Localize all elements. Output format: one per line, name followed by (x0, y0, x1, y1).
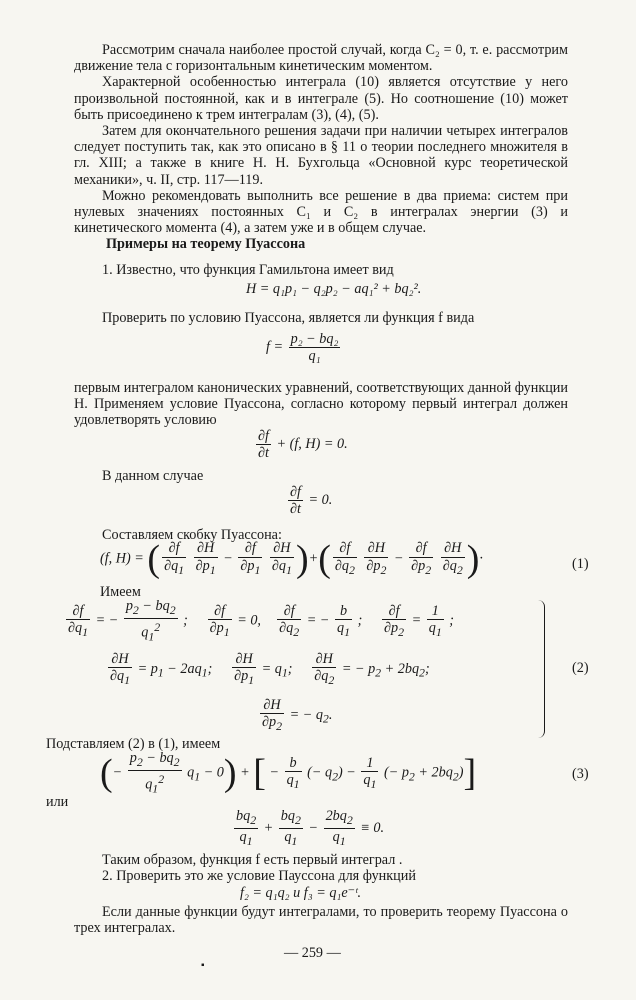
result-rest: ≡ 0. (360, 819, 385, 836)
equation-number: (1) (572, 556, 589, 572)
paragraph: В данном случае (102, 468, 204, 484)
case-rest: = 0. (308, 491, 333, 508)
equation-number: (2) (572, 660, 589, 676)
paragraph: первым интегралом канонических уравнений, соответствующих данной функции H. Применяем условие Пуассона, согласно которому первый интеграл должен удовлетворять условию (74, 380, 568, 429)
paragraph: Можно рекомендовать выполнить все решение в два приема: систем при нулевых значениях постоянных C₁ и C₂ в интегралах энергии (3) и кинетического момента (4), а затем уже и в общем случае. (74, 187, 568, 237)
dot-mark: ▪ (201, 960, 205, 971)
df-dt-formula (286, 484, 332, 517)
paragraph: Проверить по условию Пуассона, является ли функция f вида (102, 310, 475, 326)
ex1-check-block (74, 310, 568, 326)
result-formula: $\frac{bq_2}{q_1}$ + $\frac{bq_2}{q_1}$ − $\frac{2bq_2}{q_1}$ ≡ 0. (236, 808, 385, 848)
equation-number: (3) (572, 766, 589, 782)
fraction: $\frac{\partial f}{\partial t}$ (290, 484, 301, 518)
paragraph: Характерной особенностью интеграла (10) является отсутствие у него произвольной постоянной, как и в интеграле (5). Но соотношение (10) может быть присоединено к трем интегралам (3), (4), (5). (74, 74, 568, 123)
paragraph: Составляем скобку Пуассона: (102, 527, 282, 543)
ex1-desc-block (74, 380, 568, 429)
f-denominator: q₁ (308, 348, 321, 365)
hamiltonian-formula: H = q₁p₁ − q₂p₂ − aq₁² + bq₂². (246, 281, 422, 297)
derivatives-row-2: $\frac{\partial H}{\partial q_1}$ = $p_1 - 2aq_1$; $\frac{\partial H}{\partial p_1}$ = $q_1$; $\frac{\partial H}{\partial q_2}$ = − $p_2 + 2bq_2$; (110, 651, 430, 688)
paragraph: 1. Известно, что функция Гамильтона имеет вид (102, 262, 394, 278)
f-definition-formula (266, 331, 342, 364)
paragraph: Если данные функции будут интегралами, то проверить теорему Пуассона о трех интегралах. (74, 904, 568, 937)
system-brace (538, 600, 545, 738)
substitution-formula: (− $\frac{p_2 - bq_2}{q_1^2}$ $q_1 - 0$) + [ − $\frac{b}{q_1}$ (− $q_2$) − $\frac{1}{q_1}$ (− $p_2 + 2bq_2$)] (100, 750, 477, 796)
ex1-subst-label: Подставляем (2) в (1), имеем (46, 736, 221, 752)
ex1-case-block (74, 468, 568, 484)
intro-block (74, 42, 568, 236)
ex1-conclusion-block (74, 852, 568, 884)
ex2-text-block (74, 904, 568, 936)
paragraph: 2. Проверить это же условие Пауссона для функций (102, 868, 416, 885)
page-number: — 259 — (284, 945, 341, 961)
ex1-or-label: или (46, 794, 69, 810)
paragraph: Затем для окончательного решения задачи при наличии четырех интегралов следует поступить так, как это описано в § 11 о теории последнего множителя в гл. XIII; а также в книге Н. Н. Бухгольца «Основной курс теоретической механики», ч. II, стр. 117—119. (74, 123, 568, 188)
derivatives-row-3: $\frac{\partial H}{\partial p_2}$ = − $q_2$. (262, 697, 333, 734)
ex1-have-label: Имеем (100, 584, 141, 600)
f-numerator: p₂ − bq₂ (290, 331, 339, 347)
derivatives-row-1: $\frac{\partial f}{\partial q_1}$ = − $\frac{p_2 - bq_2}{q_1^2}$ ; $\frac{\partial f}{\partial p_1}$ = 0, $\frac{\partial f}{\partial q_2}$ = − $\frac{b}{q_1}$ ; $\frac{\partial f}{\partial p_2}$ = $\frac{1}{q_1}$ ; (68, 598, 455, 644)
paragraph: Рассмотрим сначала наиболее простой случай, когда C₂ = 0, т. е. рассмотрим движение тела с горизонтальным кинетическим моментом. (74, 42, 568, 75)
poisson-condition-formula (254, 428, 348, 461)
condition-rest: + (f, H) = 0. (276, 435, 348, 452)
fraction (289, 331, 341, 364)
paragraph: Таким образом, функция f есть первый интеграл . (102, 852, 403, 868)
ex1-intro-block (74, 262, 568, 278)
ex2-functions-formula: f₂ = q₁q₂ и f₃ = q₁e⁻ᵗ. (240, 885, 362, 901)
f-lhs: f = (266, 338, 284, 355)
fraction: $\frac{\partial f}{\partial t}$ (258, 428, 269, 462)
section-title: Примеры на теорему Пуассона (106, 236, 306, 252)
poisson-bracket-formula: (f, H) = ( $\frac{\partial f}{\partial q_1}$ $\frac{\partial H}{\partial p_1}$ − $\frac{\partial f}{\partial p_1}$ $\frac{\partial H}{\partial q_1}$ )+( $\frac{\partial f}{\partial q_2}$ $\frac{\partial H}{\partial p_2}$ − $\frac{\partial f}{\partial p_2}$ $\frac{\partial H}{\partial q_2}$ )· (100, 538, 483, 580)
